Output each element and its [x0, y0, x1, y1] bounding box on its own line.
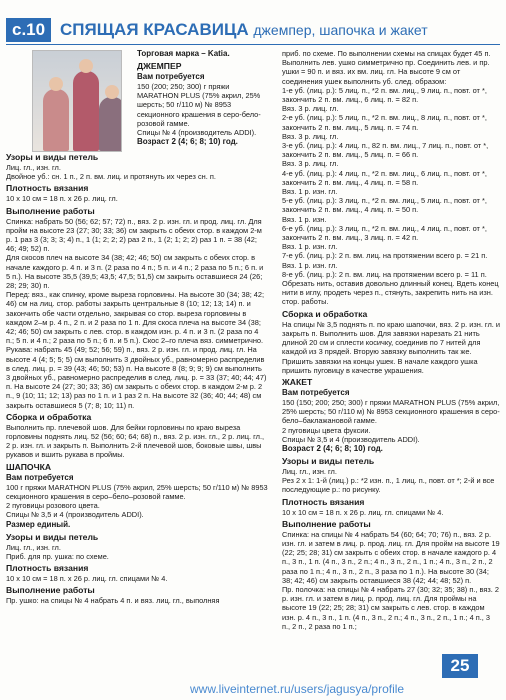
intro-block — [137, 49, 267, 147]
subheading: Узоры и виды петель — [6, 531, 99, 542]
subheading: Узоры и виды петель — [282, 455, 375, 466]
header-rule — [6, 44, 500, 45]
paragraph: Лиц. гл., изн. гл. — [6, 542, 61, 552]
child-figure — [43, 89, 69, 151]
paragraph: Вяз. 1 р. изн. гл. — [282, 260, 338, 270]
children-photo — [32, 50, 122, 152]
page-number: 25 — [442, 654, 478, 678]
brand-line: Торговая марка – Katia. — [137, 49, 230, 58]
paragraph: На спицы № 3,5 поднять п. по краю шапочки, вяз. 2 р. изн. гл. и закрыть п. Выполнить шов. Для завязки нарезать 21 нить длиной 20 см и сплести косичку, соединив по 7 нитей для каждой из 3 прядей. Вторую завязку выполнить так же. Пришить завязки на концы ушек. В начале каждого ушка пришить пуговицу в качестве украшения. — [282, 319, 501, 375]
paragraph: Спицы № 3,5 и 4 (производитель ADDI). — [282, 434, 420, 444]
paragraph: Спинка: набрать 50 (56; 62; 57; 72) п., вяз. 2 р. изн. гл. и прод. лиц. гл. Для пройм на высоте 23 (27; 30; 33; 36) см закрыть с обеих стор. в каждом 2-м р. 1 раз 3 (3; 3; 3; 4) п., 1 (1; 2; 2; 2) раз 2 п., 1 (2; 1; 2; 2) раз 1 п. = 38 (42; 46; 49; 52) п. — [6, 216, 262, 254]
paragraph: 10 x 10 см = 18 п. x 26 р. лиц. гл. спицами № 4. — [282, 507, 444, 517]
paragraph: Вяз. 1 р. изн. гл. — [282, 187, 338, 197]
paragraph: 7-е уб. (лиц. р.): 2 п. вм. лиц. на протяжении всего р. = 21 п. — [282, 251, 488, 261]
left-column — [6, 150, 268, 605]
paragraph: 10 x 10 см = 18 п. x 26 р. лиц. гл. спицами № 4. — [6, 573, 168, 583]
need-text: 150 (200; 250; 300) г пряжи MARATHON PLUS (75% акрил, 25% шерсть; 50 г/110 м) № 8953 секционного крашения в серо-бело-розовой гамме. — [137, 82, 261, 128]
section-number: с.10 — [6, 18, 51, 42]
age-text: Возраст 2 (4; 6; 8; 10) год. — [137, 137, 238, 147]
needles-text: Спицы № 4 (производитель ADDI). — [137, 128, 257, 138]
child-head — [79, 59, 93, 73]
child-figure — [73, 71, 99, 151]
subheading: Возраст 2 (4; 6; 8; 10) год. — [282, 443, 383, 453]
subheading: Узоры и виды петель — [6, 152, 99, 162]
paragraph: Спинка: на спицы № 4 набрать 54 (60; 64; 70; 76) п., вяз. 2 р. изн. гл. и затем в лиц. р. прод. лиц. гл. Для пройм на высоте 19 (22; 25; 28; 31) см закрыть с обеих стор. в начале каждого р. 4 п., 3 п., 1 п. (4 п., 3 п., 2 п.; 4 п., 3 п., 2 п., 1 п.; 4 п., 3 п., 2 п., 2 раза по 1 п.; 4 п., 3 п., 2 п., 3 раза по 1 п.). На высоте 30 (34; 38; 42; 46) см закрыть оставшиеся 38 (42; 44; 48; 52) п. — [282, 529, 500, 585]
paragraph: 2 пуговицы розового цвета. — [6, 501, 100, 511]
title-text: СПЯЩАЯ КРАСАВИЦА — [60, 20, 249, 39]
child-head — [49, 77, 63, 91]
paragraph: 2 пуговицы цвета фуксии. — [282, 425, 371, 435]
paragraph: Рукава: набрать 45 (49; 52; 56; 59) п., вяз. 2 р. изн. гл. и прод. лиц. гл. На высоте 4 (4; 5; 5; 5) см выполнить 3 двойных уб., равномерно распределив в след. лиц. р. = 39 (43; 46; 50; 53) п. На высоте 8 (8; 9; 9; 9) см выполнить 3 двойных уб., равномерно распределив в след. лиц. р. = 33 (37; 40; 44; 47) п. На высоте 24 (27; 30; 33; 36) см закрыть с обеих стор. в каждом 2-м р. 2 п., 9 (10; 11; 12; 13) раз по 1 п. и 1 раз 2 п. На высоте 32 (36; 40; 44; 48) см закрыть оставшиеся 5 (7; 8; 10; 11) п. — [6, 345, 267, 410]
paragraph: Для скосов плеч на высоте 34 (38; 42; 46; 50) см закрыть с обеих стор. в начале каждого р. 4 п. и 3 п. (2 раза по 4 п.; 5 п. и 4 п.; 2 раза по 5 п.; 6 п. и 5 п.). На высоте 35,5 (39,5; 43,5; 47,5; 51,5) см закрыть оставшиеся 24 (26; 28; 29; 30) п. — [6, 253, 264, 291]
subheading: Выполнение работы — [282, 518, 371, 529]
subheading: Плотность вязания — [282, 496, 365, 507]
child-figure — [99, 97, 122, 151]
section-title — [60, 20, 428, 40]
subheading: Плотность вязания — [6, 562, 89, 573]
paragraph: 6-е уб. (лиц. р.): 3 лиц. п., *2 п. вм. лиц., 4 лиц. п., повт. от *, закончить 2 п. вм. лиц., 3 лиц. п. = 42 п. — [282, 223, 487, 243]
paragraph: 8-е уб. (лиц. р.): 2 п. вм. лиц. на протяжении всего р. = 11 п. — [282, 269, 487, 279]
paragraph: 3-е уб. (лиц. р.): 4 лиц. п., 82 п. вм. лиц., 7 лиц. п., повт. от *, закончить 2 п. вм. лиц., 5 лиц. п. = 66 п. — [282, 141, 489, 160]
paragraph: Вяз. 1 р. изн. — [282, 214, 327, 224]
paragraph: Обрезать нить, оставив довольно длинный конец. Вдеть конец нити в иглу, продеть через п., стянуть, закрепить нить на изн. стор. работы. — [282, 279, 499, 307]
right-column — [282, 49, 500, 631]
paragraph: 5-е уб. (лиц. р.): 3 лиц. п., *2 п. вм. лиц., 5 лиц. п., повт. от *, закончить 2 п. вм. лиц., 4 лиц. п. = 50 п. — [282, 196, 487, 215]
paragraph: 150 (150; 200; 250; 300) г пряжи MARATHON PLUS (75% акрил, 25% шерсть; 50 г/110 м) № 8953 секционного крашения в серо-бело–баклажановой гамме. — [282, 397, 500, 426]
subheading: Плотность вязания — [6, 183, 89, 194]
paragraph: приб. по схеме. По выполнении схемы на спицах будет 45 п. — [282, 49, 491, 58]
paragraph: Перед: вяз., как спинку, кроме выреза горловины. На высоте 30 (34; 38; 42; 46) см на лиц. стор. работы закрыть центральные 8 (10; 12; 13; 14) п. и закончить обе части отдельно, закрывая со стор. выреза горловины в каждом 2–м р. 4 п., 2 п. и 2 раза по 1 п. Для скоса плеча на высоте 34 (38; 42; 46; 50) см закрыть с лев. стор. в каждом изн. р. 4 п. и 3 п. (2 раза по 4 п.; 5 п. и 4 п.; 2 раза по 5 п.; 6 п. и 5 п.). Скос 2–го плеча вяз. симметрично. — [6, 290, 265, 346]
paragraph: Вяз. 3 р. лиц. гл. — [282, 104, 339, 114]
section-header — [0, 18, 506, 44]
subheading: Выполнение работы — [6, 585, 95, 596]
paragraph: 1-е уб. (лиц. р.): 5 лиц. п., *2 п. вм. лиц., 9 лиц. п., повт. от *, закончить 2 п. вм. лиц., 6 лиц. п. = 82 п. — [282, 85, 487, 105]
title-subtitle: джемпер, шапочка и жакет — [253, 22, 428, 38]
paragraph: 2-е уб. (лиц. р.): 5 лиц. п., *2 п. вм. лиц., 8 лиц. п., повт. от *, закончить 2 п. вм. лиц., 5 лиц. п. = 74 п. — [282, 113, 487, 132]
paragraph: Лиц. гл., изн. гл. — [282, 466, 337, 476]
paragraph: Выполнить пр. плечевой шов. Для бейки горловины по краю выреза горловины поднять лиц. 52 (56; 60; 64; 68) п., вяз. 2 р. изн. гл., 2 р. лиц. гл., 2 р. изн. гл. и закрыть п. Выполнить 2-й плечевой шов, боковые швы, швы рукавов и вшить рукава в проймы. — [6, 422, 265, 460]
footer-url: www.liveinternet.ru/users/jagusya/profile — [190, 682, 405, 696]
subheading: Размер единый. — [6, 519, 71, 529]
subheading: ЖАКЕТ — [282, 376, 313, 387]
paragraph: Пр. ушко: на спицы № 4 набрать 4 п. и вяз. лиц. гл., выполняя — [6, 596, 220, 606]
subheading: Сборка и обработка — [6, 411, 92, 422]
paragraph: Вяз. 1 р. изн. гл. — [282, 242, 338, 252]
paragraph: Пр. полочка: на спицы № 4 набрать 27 (30; 32; 35; 38) п., вяз. 2 р. изн. гл. и затем в лиц. р. прод. лиц. гл. Для проймы на высоте 19 (22; 25; 28; 31) см закрыть с лев. стор. в каждом изн. р. 4 п., 3 п., 1 п. (4 п., 3 п., 2 п.; 4 п., 3 п., 2 п., 1 п.; 4 п., 3 п., 2 п., 2 раза по 1 п.; — [282, 584, 499, 631]
paragraph: Вяз. 3 р. лиц. гл. — [282, 131, 339, 141]
paragraph: Двойное уб.: сн. 1 п., 2 п. вм. лиц. и протянуть их через сн. п. — [6, 172, 216, 182]
subheading: Вам потребуется — [6, 472, 74, 482]
paragraph: Вяз. 3 р. лиц. гл. — [282, 159, 339, 169]
subheading: Выполнение работы — [6, 205, 95, 216]
need-heading: Вам потребуется — [137, 72, 205, 81]
paragraph: Приб. для пр. ушка: по схеме. — [6, 551, 109, 561]
paragraph: 4-е уб. (лиц. р.): 4 лиц. п., *2 п. вм. лиц., 6 лиц. п., повт. от *, закончить 2 п. вм. лиц., 4 лиц. п. = 58 п. — [282, 168, 487, 187]
subheading: ШАПОЧКА — [6, 461, 52, 472]
paragraph: Выполнить лев. ушко симметрично пр. Соединить лев. и пр. ушки = 90 п. и вяз. их вм. лиц. гл. На высоте 9 см от соединения ушек выполнить уб. след. образом: — [282, 58, 490, 86]
paragraph: 100 г пряжи MARATHON PLUS (75% акрил, 25% шерсть; 50 г/110 м) № 8953 секционного крашения в серо–бело–розовой гамме. — [6, 482, 268, 501]
subheading: Вам потребуется — [282, 387, 350, 397]
child-head — [105, 85, 119, 99]
paragraph: Спицы № 3,5 и 4 (производитель ADDI). — [6, 510, 144, 520]
subheading: Сборка и обработка — [282, 308, 368, 319]
paragraph: Лиц. гл., изн. гл. — [6, 163, 61, 172]
item-title: ДЖЕМПЕР — [137, 61, 182, 71]
paragraph: 10 x 10 см = 18 п. x 26 р. лиц. гл. — [6, 194, 118, 204]
paragraph: Рез 2 x 1: 1-й (лиц.) р.: *2 изн. п., 1 лиц. п., повт. от *; 2-й и все последующие р.: по рисунку. — [282, 476, 495, 495]
